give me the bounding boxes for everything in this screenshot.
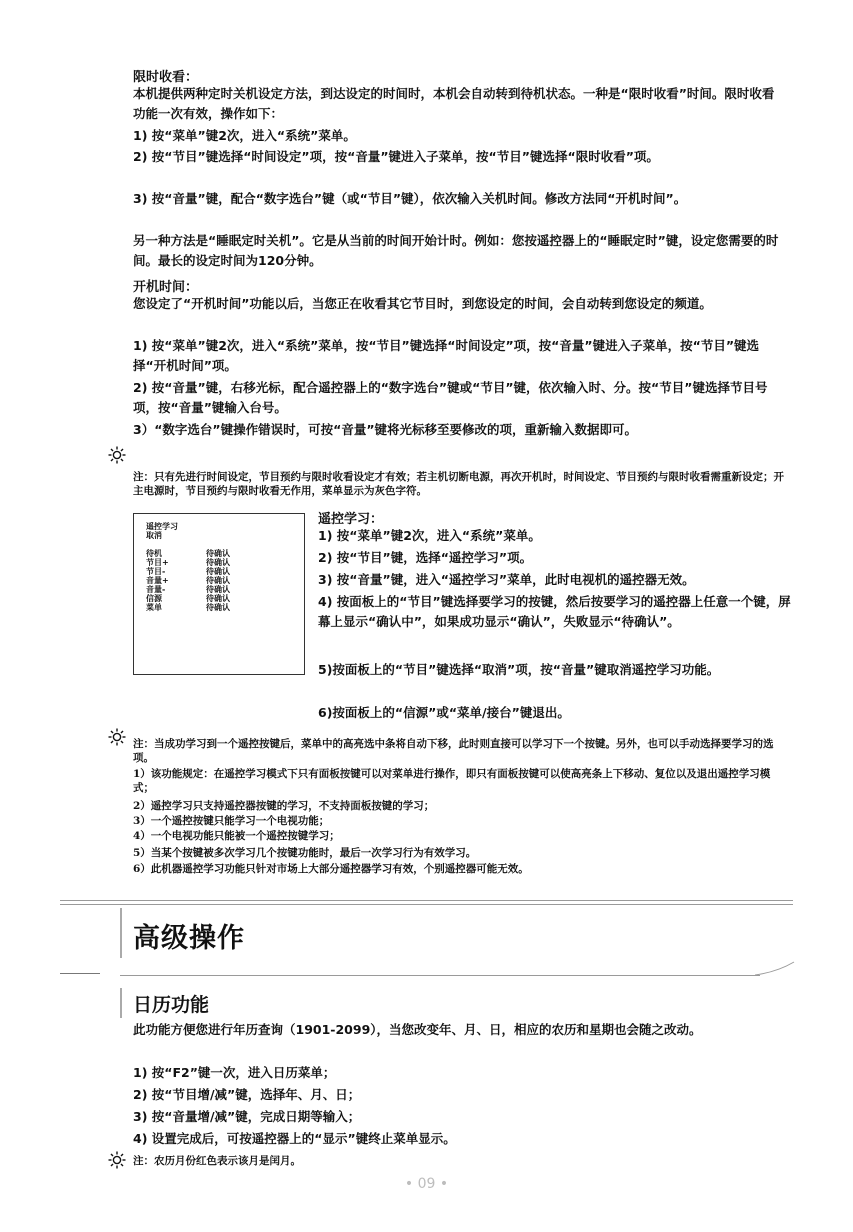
menu-row-key: 音量- <box>146 585 166 594</box>
remote-learning-heading: 遥控学习： <box>318 512 384 527</box>
calendar-note: 注：农历月份红色表示该月是闰月。 <box>133 1155 301 1167</box>
menu-row-status: 待确认 <box>206 558 230 567</box>
section-rule-left <box>60 973 100 974</box>
calendar-title: 日历功能 <box>133 994 210 1016</box>
menu-row-key: 信源 <box>146 594 162 603</box>
remote-learning-note-4: 4）一个电视功能只能被一个遥控按键学习； <box>133 830 340 842</box>
subsection-vbar <box>120 988 122 1018</box>
remote-learning-menu-screen <box>133 513 305 675</box>
calendar-step-4: 4) 设置完成后，可按遥控器上的“显示”键终止菜单显示。 <box>133 1131 456 1146</box>
menu-row-key: 菜单 <box>146 603 162 612</box>
remote-learning-step-2: 2) 按“节目”键，选择“遥控学习”项。 <box>318 550 533 565</box>
menu-row-key: 待机 <box>146 549 162 558</box>
timer-off-other-method: 另一种方法是“睡眠定时关机”。它是从当前的时间开始计时。例如：您按遥控器上的“睡眠定时”键，设定您需要的时间。最长的设定时间为120分钟。 <box>133 233 779 268</box>
section-rule-top-2 <box>60 904 793 905</box>
page-number: • 09 • <box>404 1176 449 1192</box>
remote-learning-step-4: 4) 按面板上的“节目”键选择要学习的按键，然后按要学习的遥控器上任意一个键，屏幕上显示“确认中”，如果成功显示“确认”，失败显示“待确认”。 <box>318 594 791 629</box>
menu-row-status: 待确认 <box>206 594 230 603</box>
calendar-step-3: 3) 按“音量增/减”键，完成日期等输入； <box>133 1109 361 1124</box>
power-on-step-2: 2) 按“音量”键，右移光标，配合遥控器上的“数字选台”键或“节目”键，依次输入时、分。按“节目”键选择节目号项，按“音量”键输入台号。 <box>133 380 768 415</box>
timer-off-intro: 本机提供两种定时关机设定方法，到达设定的时间时，本机会自动转到待机状态。一种是“限时收看”时间。限时收看功能一次有效，操作如下： <box>133 86 775 121</box>
remote-learning-note-5: 5）当某个按键被多次学习几个按键功能时，最后一次学习行为有效学习。 <box>133 847 477 859</box>
calendar-step-2: 2) 按“节目增/减”键，选择年、月、日； <box>133 1087 361 1102</box>
timer-off-step-3: 3) 按“音量”键，配合“数字选台”键（或“节目”键），依次输入关机时间。修改方法同“开机时间”。 <box>133 191 687 206</box>
menu-title: 遥控学习 <box>146 522 178 531</box>
remote-learning-note-3: 3）一个遥控按键只能学习一个电视功能； <box>133 815 330 827</box>
menu-row-status: 待确认 <box>206 576 230 585</box>
calendar-intro: 此功能方便您进行年历查询（1901-2099），当您改变年、月、日，相应的农历和星期也会随之改动。 <box>133 1022 702 1037</box>
menu-row-status: 待确认 <box>206 585 230 594</box>
power-on-step-1: 1) 按“菜单”键2次，进入“系统”菜单，按“节目”键选择“时间设定”项，按“音量”键进入子菜单，按“节目”键选择“开机时间”项。 <box>133 338 760 373</box>
menu-row-status: 待确认 <box>206 603 230 612</box>
menu-row-key: 节目- <box>146 567 166 576</box>
section-rule-top <box>60 900 793 901</box>
power-on-intro: 您设定了“开机时间”功能以后，当您正在收看其它节目时，到您设定的时间，会自动转到您设定的频道。 <box>133 296 712 311</box>
menu-row-key: 节目+ <box>146 558 169 567</box>
section-vbar <box>120 908 122 958</box>
remote-learning-note-2: 2）遥控学习只支持遥控器按键的学习，不支持面板按键的学习； <box>133 800 435 812</box>
remote-learning-step-3: 3) 按“音量”键，进入“遥控学习”菜单，此时电视机的遥控器无效。 <box>318 572 695 587</box>
timer-off-heading: 限时收看： <box>133 70 199 85</box>
power-on-note: 注：只有先进行时间设定，节目预约与限时收看设定才有效；若主机切断电源，再次开机时，时间设定、节目预约与限时收看需重新设定；开主电源时，节目预约与限时收看无作用，菜单显示为灰色字符。 <box>133 471 784 497</box>
section-rule-swoosh <box>755 960 795 978</box>
remote-learning-note-1: 1）该功能规定：在遥控学习模式下只有面板按键可以对菜单进行操作，即只有面板按键可以使高亮条上下移动、复位以及退出遥控学习模式； <box>133 768 771 794</box>
menu-row-status: 待确认 <box>206 549 230 558</box>
note-sun-icon <box>108 446 126 464</box>
remote-learning-step-6: 6)按面板上的“信源”或“菜单/接台”键退出。 <box>318 705 570 720</box>
power-on-heading: 开机时间： <box>133 280 199 295</box>
power-on-step-3: 3）“数字选台”键操作错误时，可按“音量”键将光标移至要修改的项，重新输入数据即可。 <box>133 422 638 437</box>
calendar-step-1: 1) 按“F2”键一次，进入日历菜单； <box>133 1065 336 1080</box>
remote-learning-step-1: 1) 按“菜单”键2次，进入“系统”菜单。 <box>318 528 541 543</box>
remote-learning-step-5: 5)按面板上的“节目”键选择“取消”项，按“音量”键取消遥控学习功能。 <box>318 662 720 677</box>
menu-row-status: 待确认 <box>206 567 230 576</box>
remote-learning-note-6: 6）此机器遥控学习功能只针对市场上大部分遥控器学习有效，个别遥控器可能无效。 <box>133 863 529 875</box>
timer-off-step-1: 1) 按“菜单”键2次，进入“系统”菜单。 <box>133 128 356 143</box>
menu-row-key: 音量+ <box>146 576 169 585</box>
section-rule-bottom <box>120 975 760 976</box>
note-sun-icon <box>108 1151 126 1169</box>
menu-cancel: 取消 <box>146 531 162 540</box>
timer-off-step-2: 2) 按“节目”键选择“时间设定”项，按“音量”键进入子菜单，按“节目”键选择“限时收看”项。 <box>133 149 659 164</box>
remote-learning-note-intro: 注：当成功学习到一个遥控按键后，菜单中的高亮选中条将自动下移，此时则直接可以学习下一个按键。另外，也可以手动选择要学习的选项。 <box>133 738 774 764</box>
note-sun-icon <box>108 728 126 746</box>
section-title: 高级操作 <box>133 923 245 954</box>
